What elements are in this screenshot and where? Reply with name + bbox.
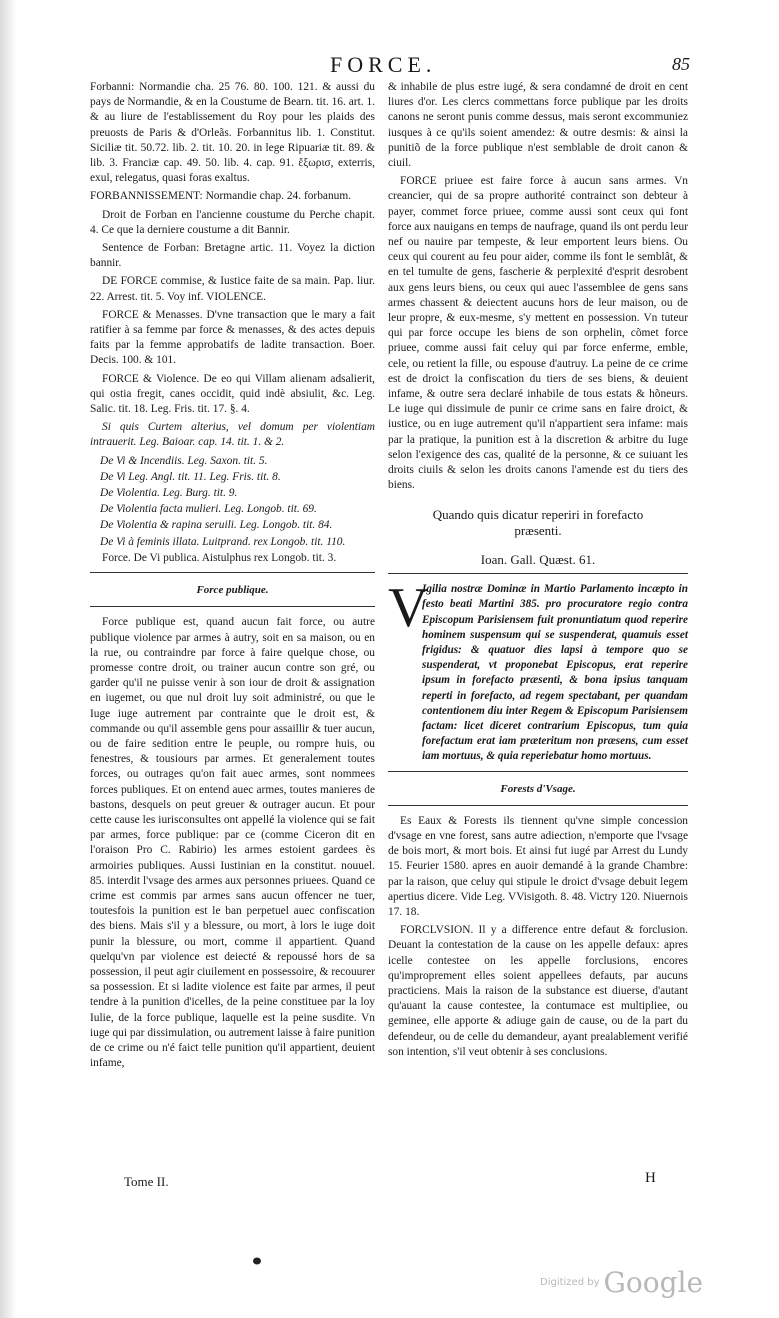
page-header — [90, 52, 690, 78]
section-divider — [388, 771, 688, 772]
ink-blot-icon — [252, 1256, 262, 1265]
signature-mark: H — [645, 1170, 656, 1186]
right-column — [388, 80, 688, 1063]
left-column — [90, 80, 375, 1074]
entry-eaux-et-forests: Es Eaux & Forests ils tiennent qu'vne simple concession d'vsage en vne forest, sans autre adiection, n'emporte que l'vsage de bois mort, & mort bois. Et ainsi fut iugé par Arrest du Lundy 15. Feurier 1580. apres en auoir demandé à la grande Chambre: par la raison, que celuy qui stipule le droict d'vsage debuit legem apertius dicere. Vide Leg. VVisigoth. 8. 48. Victry 120. Niuernois 17. 18. — [388, 814, 688, 918]
running-title: FORCE. — [330, 52, 437, 77]
law-citation: De Violentia. Leg. Burg. tit. 9. — [100, 487, 238, 500]
entry-de-force-commise: DE FORCE commise, & Iustice faite de sa main. Pap. liur. 22. Arrest. tit. 5. Voy inf. VIOLENCE. — [90, 275, 375, 303]
entry-force-priuee: FORCE priuee est faire force à aucun sans armes. Vn creancier, qui de sa propre authorité contrainct son debteur à payer, commet force priuee, comme aussi sont ceux qui font force aux nauigans en temps de naufrage, quand ils ont perdu leur nef ou nauire par tempeste, & leur emportent leurs biens. Ou ceux qui courent au feu pour aider, comme ils font le semblât, & en tel tumulte de gens, fascherie & perplexité d'esprit desrobent aux gens leurs biens, ou ceux qui auec l'assemblee de gens sans armes chassent & deiectent aucuns hors de leur maison, ou de leur propre, & eux-mesme, s'y mettent en possession. Vn tuteur qui par force occupe les biens de son orphelin, cõmet force priuee, comme aussi fait celuy qui par force enferme, emble, cele, ou retient la fille, ou espouse d'autruy. La peine de ce crime est de droict la confiscation du tiers de ses biens, & deuient infame, & outre sera declaré inhabile de tous estats & hõneurs. Le iuge qui dissimule de punir ce crime sans en faire droict, & iustice, ou en iuge autrement qu'il n'appartient sera infame: mais par la pratique, la punition est à la discretion & arbitre du Iuge selon l'exigence des cas, qualité de la personne, & ce suiuant les droits ciuils & selon les droits canons l'amende est du tiers des biens. — [388, 175, 688, 492]
section-title-force-publique: Force publique. — [196, 584, 269, 597]
entry-force-et-menasses: FORCE & Menasses. D'vne transaction que le mary a fait ratifier à sa femme par force & menasses, & des actes depuis faits par la femme approbatifs de ladite transaction. Boer. Decis. 100. & 101. — [90, 308, 375, 367]
drop-cap-letter: V — [388, 577, 429, 640]
quaestio-reference: Ioan. Gall. Quæst. 61. — [480, 551, 596, 567]
section-divider — [388, 573, 688, 574]
latin-decision-text: Igilia nostræ Dominæ in Martio Parlamento incæpto in festo beati Martini 385. pro procuratore regio contra Episcopum Parisiensem fuit pronuntiatum quod reperire hominem suspensum qui se suspenderat, quamuis esset frigidus: & quatuor dies lapsi à tempore quo se suspenderat, vt proponebat Episcopus, erat reperire ipsum in forefacto præsenti, & bona ipsius tanquam reperti in forefacto, ad regem spectabant, per quandam contentionem diu inter Regem & Episcopum Parisiensem factam: licet diceret contrarium Episcopus, tum quia forefactum erat iam præteritum non præsens, cum esset iam mortuus, & quia reperiebatur homo mortuus. — [422, 583, 688, 763]
entry-continuation: & inhabile de plus estre iugé, & sera condamné de droit en cent liures d'or. Les clercs commettans force publique par les droits canons ne seront punis comme dessus, mais seront excommuniez iusques à ce qu'ils soient amendez: & outre desmis: & ainsi la punitiõ de la force publique n'est semblable de droit canon & ciuil. — [388, 81, 688, 170]
entry-force-publique-body: Force publique est, quand aucun fait force, ou autre publique violence par armes à autry, soit en sa maison, ou en la rue, ou contraindre par force à faire quelque chose, ou promesse contre droit, ou trainer aucun contre son gré, ou garder qu'il ne puisse venir à son iour de droit & assignation en iugemet, ou que nul droit luy soit administré, ou que le Iuge iuge autrement par contrainte que le droit est, & commande ou qu'il assemble gens pour assaillir & tuer aucun, ou de faire sedition entre le peuple, ou rompre huis, ou fenestres, & tousiours par armes. Et generalement toutes forces, ou outrages qu'on fait auec armes, sont nommees forces publiques. Et on entend auec armes, toutes manieres de bastons, desquels on peut greuer & outrager aucun. Et pour cette cause les iurisconsultes ont appellé la violence qui se fait par armes, force publique: par ce (comme Ciceron dit en l'oraison Pro C. Rabirio) les armes estoient gardees ès armoiries publiques. Aussi Iustinian en la constitut. nouuel. 85. interdit l'vsage des armes aux personnes priuees. Quand ce crime est commis par armes sans aucun offencer ne tuer, toutesfois la punition est le ban perpetuel auec confiscation des biens. Mais s'il y a blessure, ou mort, à lors le iuge doit punir la blessure, ou mort, comme il appartient. Quand quelqu'vn par violence est deiecté & repoussé hors de sa possession, il peut agir ciuilement en possessoire, & recouurer sa possession. Et si ladite violence est faite par armes, il peut tendre à la punition d'icelles, de la peine constituee par la loy Iulie, de la force publique, laquelle est la peine susdite. Vn iuge qui par dissimulation, ou autrement laisse à faire punition de ce crime ou n'é faict telle punition qu'il appartient, deuient infame, — [90, 616, 375, 1070]
entry-de-vi-publica: Force. De Vi publica. Aistulphus rex Longob. tit. 3. — [102, 551, 337, 564]
entry-si-quis-curtem: Si quis Curtem alterius, vel domum per violentiam intrauerit. Leg. Baioar. cap. 14. tit. 1. & 2. — [90, 421, 375, 449]
google-logo: Google — [603, 1266, 704, 1299]
entry-forclusion: FORCLVSION. Il y a difference entre defaut & forclusion. Deuant la contestation de la cause on les appelle defaux: apres icelle contestee on les appelle forclusions, encores qu'improprement elles soient appellees defauts, par aucuns practiciens. Mais la raison de la substance est diuerse, d'autant qu'auant la cause contestee, la contumace est multipliee, ou geminee, elle apporte & adiuge gain de cause, ou de la part du defendeur, ou de celle du demandeur, ayant prealablement verifié son intention, s'il veut obtenir à ses conclusions. — [388, 924, 688, 1058]
volume-label: Tome II. — [124, 1174, 169, 1189]
law-citation-list — [90, 454, 375, 550]
law-citation: De Vi Leg. Angl. tit. 11. Leg. Fris. tit. 8. — [100, 470, 281, 483]
entry-forbanni: Forbanni: Normandie cha. 25 76. 80. 100. 121. & aussi du pays de Normandie, & en la Coustume de Bearn. tit. 16. art. 1. & au liure de l'establissement du Roy pour les plaids des preuosts de Paris & d'Orleãs. Forbannitus lib. 1. Constitut. Siciliæ tit. 50.72. lib. 2. tit. 10. 20. in lege Ripuariæ tit. 89. & lib. 3. Franciæ cap. 49. 50. lib. 4. cap. 91. ἔξωρισ, exterris, exul, relegatus, quasi foras exaltus. — [90, 81, 375, 185]
section-title-forests-dvsage: Forests d'Vsage. — [500, 782, 576, 795]
quaestio-heading-line: præsenti. — [514, 522, 562, 538]
entry-sentence-de-forban: Sentence de Forban: Bretagne artic. 11. Voyez la diction bannir. — [90, 242, 375, 270]
law-citation: De Vi à feminis illata. Luitprand. rex Longob. tit. 110. — [100, 535, 346, 548]
entry-forbannissement: FORBANNISSEMENT: Normandie chap. 24. forbanum. — [90, 190, 352, 203]
section-divider — [90, 606, 375, 607]
entry-force-et-violence: FORCE & Violence. De eo qui Villam alienam adsalierit, qui ostia fregit, canes occidit, quid indè absiulit, &c. Leg. Salic. tit. 18. Leg. Fris. tit. 17. §. 4. — [90, 372, 375, 416]
law-citation: De Vi & Incendiis. Leg. Saxon. tit. 5. — [100, 454, 268, 467]
page-gutter-shadow — [0, 0, 16, 1318]
section-divider — [90, 572, 375, 573]
entry-droit-de-forban: Droit de Forban en l'ancienne coustume du Perche chapit. 4. Ce que la derniere coustume a dit Bannir. — [90, 208, 375, 236]
quaestio-heading-line: Quando quis dicatur reperiri in forefacto — [432, 507, 644, 523]
law-citation: De Violentia & rapina seruili. Leg. Longob. tit. 84. — [100, 519, 333, 532]
quaestio-heading — [388, 507, 688, 537]
section-divider — [388, 805, 688, 806]
digitization-watermark — [540, 1266, 703, 1299]
latin-decision-paragraph — [388, 577, 688, 764]
page-number: 85 — [672, 54, 690, 74]
watermark-prefix: Digitized by — [540, 1277, 600, 1288]
law-citation: De Violentia facta mulieri. Leg. Longob. tit. 69. — [100, 503, 317, 516]
